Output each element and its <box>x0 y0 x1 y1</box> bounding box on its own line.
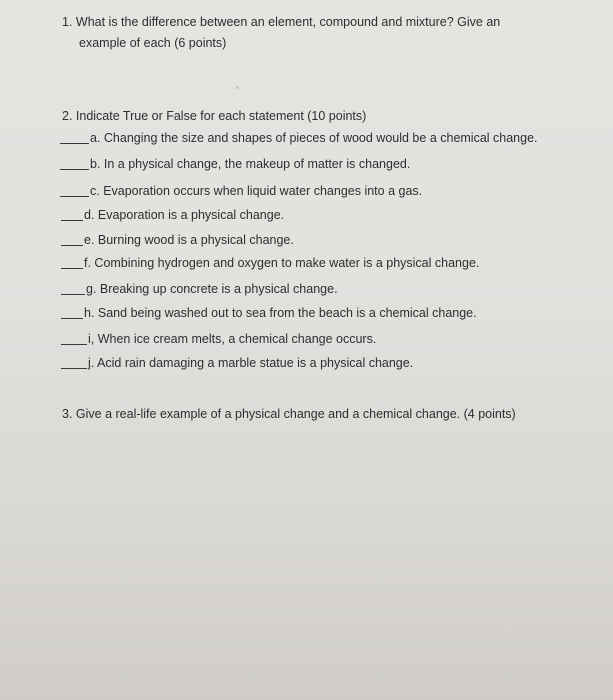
statement-c: c. Evaporation occurs when liquid water changes into a gas. <box>90 184 423 198</box>
answer-blank-f[interactable] <box>61 268 83 269</box>
statement-row-a <box>60 130 538 146</box>
answer-blank-d[interactable] <box>61 220 83 221</box>
statement-f: f. Combining hydrogen and oxygen to make water is a physical change. <box>84 256 480 270</box>
statement-d: d. Evaporation is a physical change. <box>84 208 285 222</box>
statement-row-h <box>61 305 477 321</box>
statement-row-e <box>61 232 294 248</box>
paper-speck <box>236 86 239 89</box>
statement-row-j <box>61 355 413 371</box>
statement-i: i, When ice cream melts, a chemical change occurs. <box>88 332 377 346</box>
question-2-title: 2. Indicate True or False for each statement (10 points) <box>62 109 367 123</box>
statement-j: j. Acid rain damaging a marble statue is a physical change. <box>88 356 414 370</box>
answer-blank-c[interactable] <box>60 196 89 197</box>
answer-blank-e[interactable] <box>61 245 83 246</box>
statement-row-f <box>61 255 479 271</box>
answer-blank-b[interactable] <box>60 169 89 170</box>
statement-row-g <box>61 281 338 297</box>
question-3-title: 3. Give a real-life example of a physical change and a chemical change. (4 points) <box>62 407 516 421</box>
statement-a: a. Changing the size and shapes of pieces of wood would be a chemical change. <box>90 131 538 145</box>
statement-row-b <box>60 156 410 172</box>
statement-b: b. In a physical change, the makeup of matter is changed. <box>90 157 411 171</box>
question-1-text-continued: example of each (6 points) <box>79 36 227 50</box>
question-1-text: 1. What is the difference between an element, compound and mixture? Give an <box>62 15 501 29</box>
answer-blank-j[interactable] <box>61 368 87 369</box>
answer-blank-a[interactable] <box>60 143 89 144</box>
statement-row-c <box>60 183 422 199</box>
statement-h: h. Sand being washed out to sea from the beach is a chemical change. <box>84 306 477 320</box>
answer-blank-h[interactable] <box>61 318 83 319</box>
answer-blank-g[interactable] <box>61 294 85 295</box>
statement-g: g. Breaking up concrete is a physical change. <box>86 282 338 296</box>
statement-row-d <box>61 207 284 223</box>
statement-row-i <box>61 331 376 347</box>
statement-e: e. Burning wood is a physical change. <box>84 233 294 247</box>
answer-blank-i[interactable] <box>61 344 87 345</box>
